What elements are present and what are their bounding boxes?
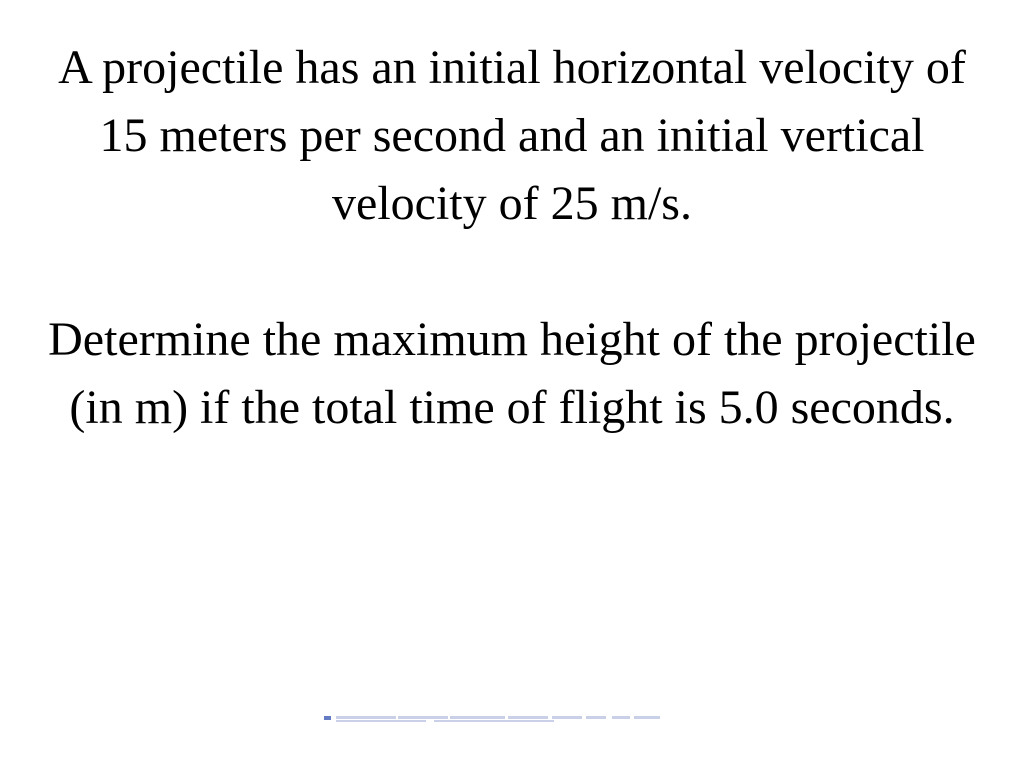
footer-watermark: [324, 713, 662, 723]
question-text: Determine the maximum height of the projectile (in m) if the total time of flight is 5.0 seconds.: [48, 313, 976, 434]
problem-statement: A projectile has an initial horizontal velocity of 15 meters per second and an initial vertical velocity of 25 m/s.: [58, 41, 966, 230]
slide-body: [30, 34, 994, 442]
